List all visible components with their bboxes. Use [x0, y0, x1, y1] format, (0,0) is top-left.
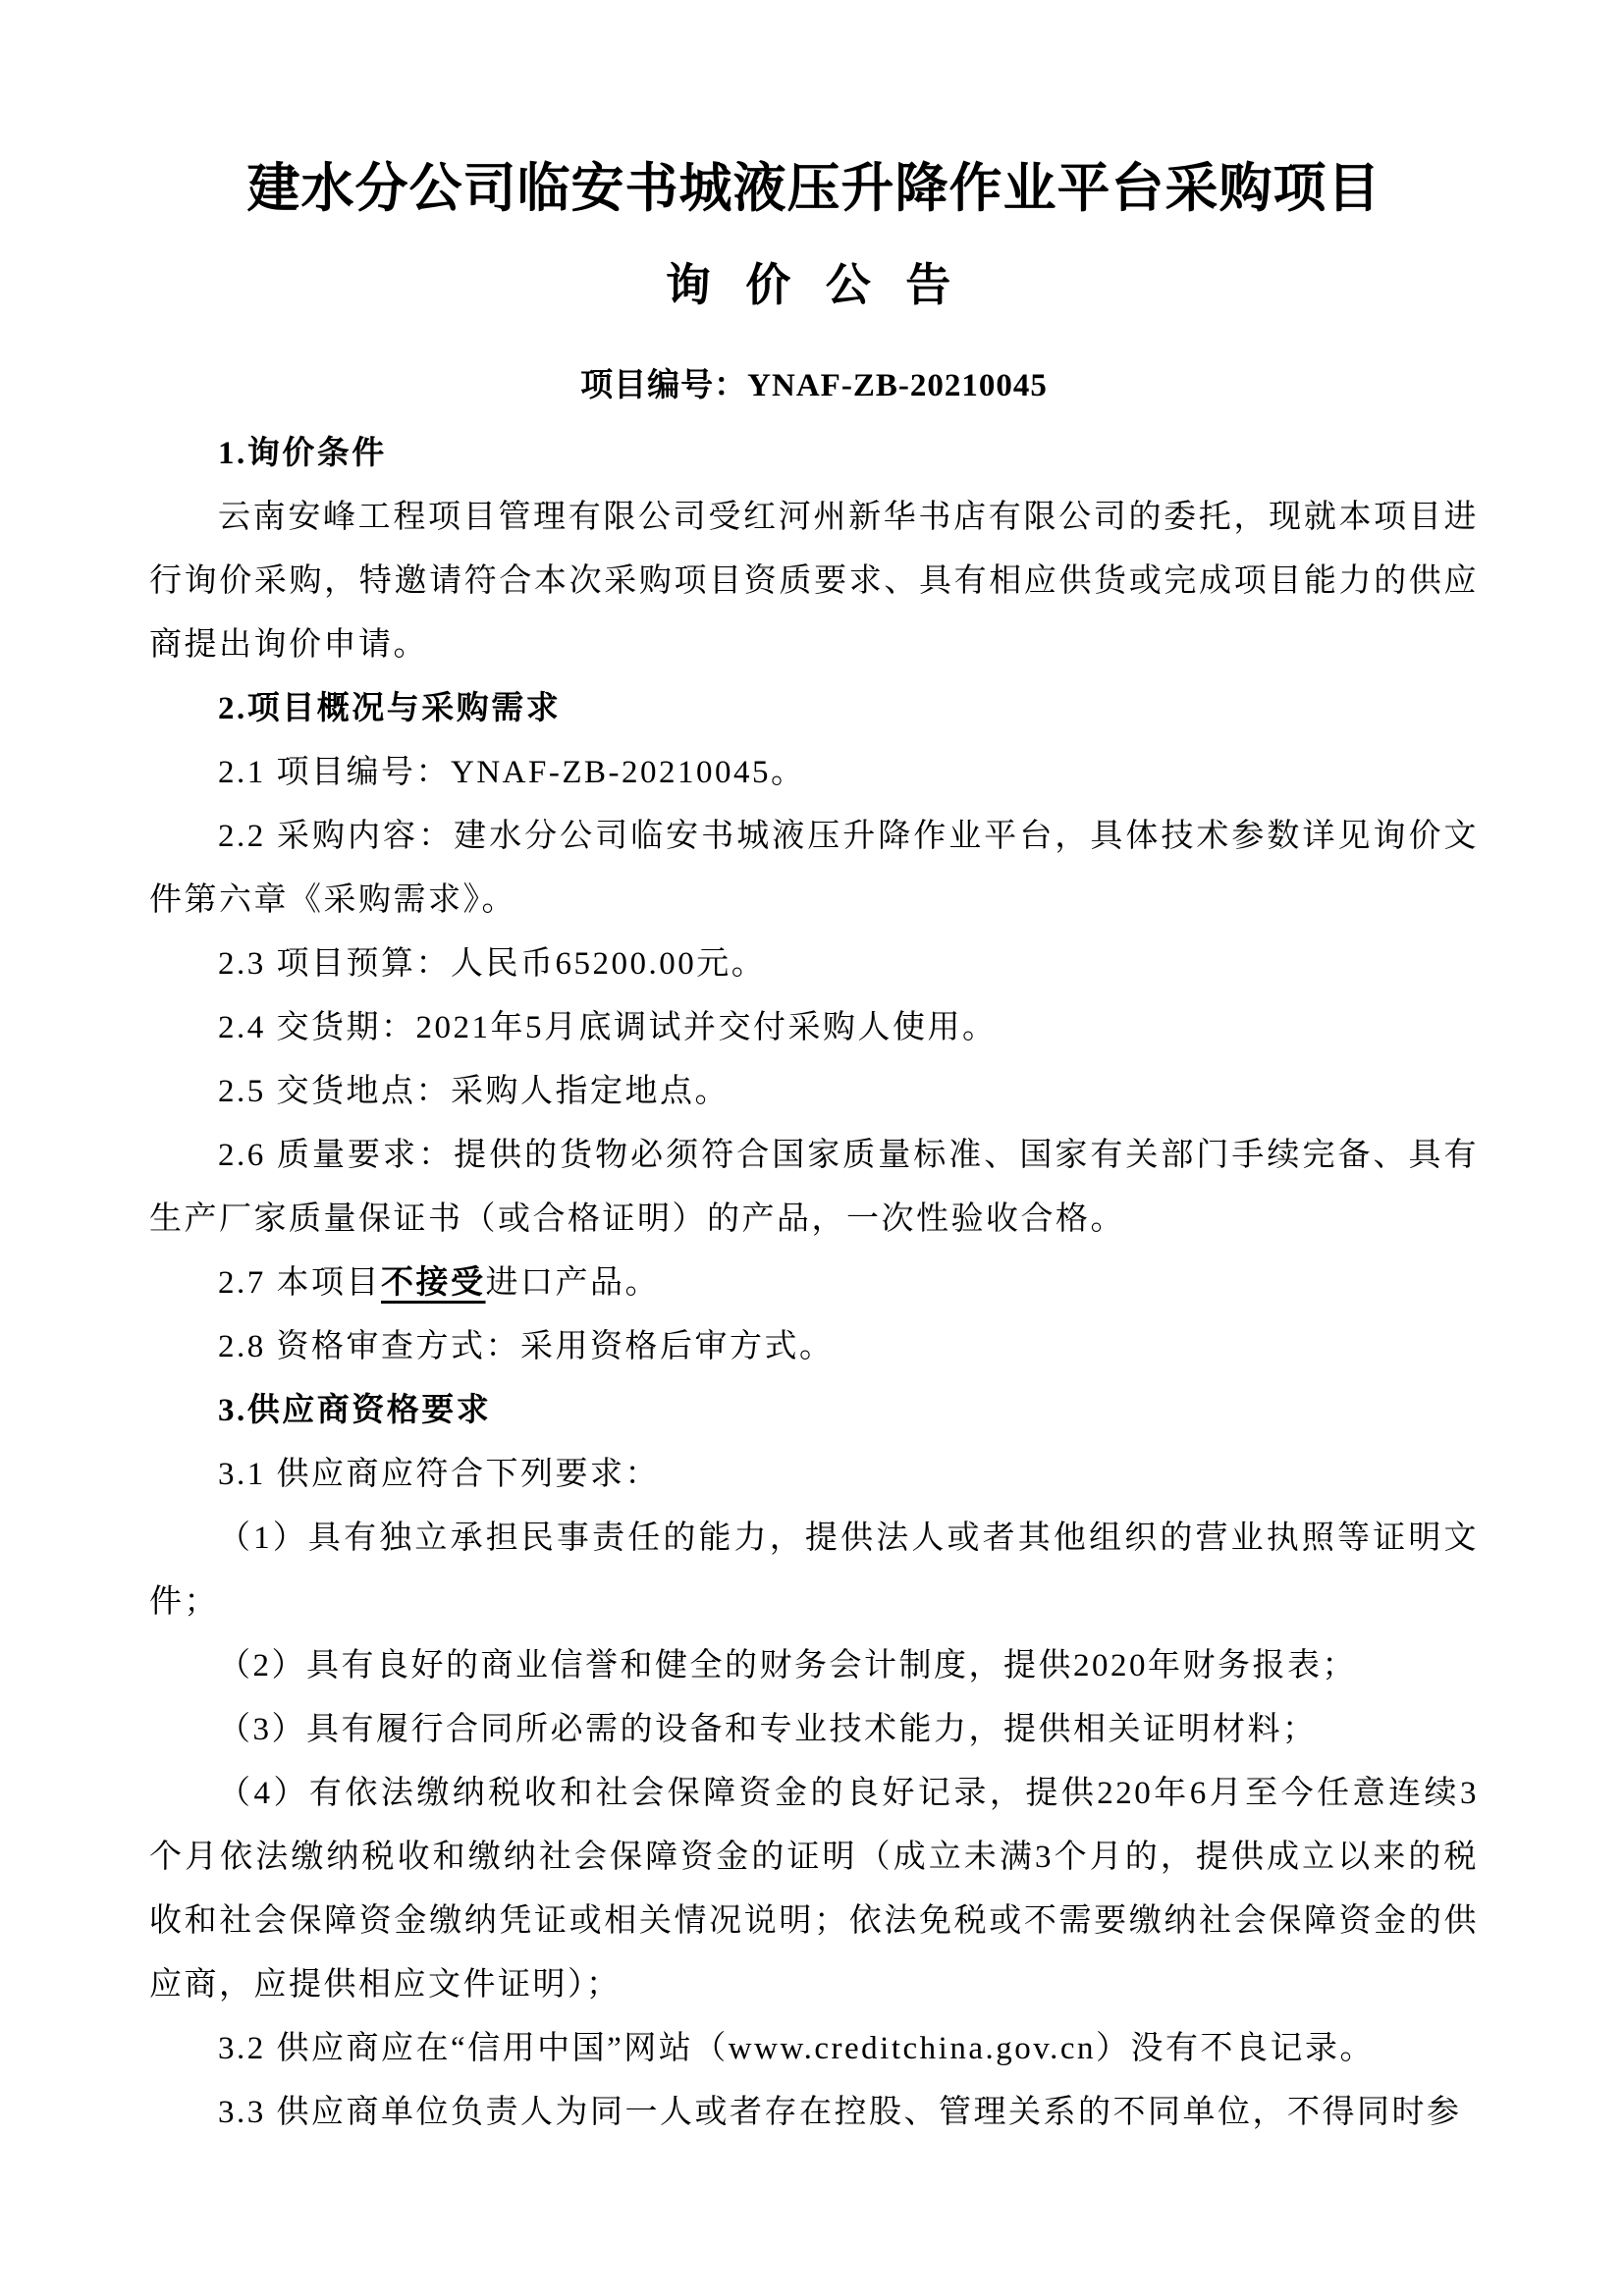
item-3-1: 3.1 供应商应符合下列要求：	[218, 1457, 660, 1492]
section-3-heading: 3.供应商资格要求	[218, 1393, 492, 1428]
item-2-7-prefix: 2.7 本项目	[218, 1265, 381, 1301]
item-2-3: 2.3 项目预算：人民币65200.00元。	[218, 946, 767, 982]
item-2-7-emphasis: 不接受	[381, 1265, 486, 1301]
item-3-3: 3.3 供应商单位负责人为同一人或者存在控股、管理关系的不同单位，不得同时参	[218, 2095, 1462, 2130]
item-2-7	[149, 1252, 1479, 1315]
item-3-1-sub3: （3）具有履行合同所必需的设备和专业技术能力，提供相关证明材料；	[218, 1712, 1318, 1747]
item-3-1-sub2: （2）具有良好的商业信誉和健全的财务会计制度，提供2020年财务报表；	[218, 1648, 1357, 1683]
item-3-2: 3.2 供应商应在“信用中国”网站（www.creditchina.gov.cn）没有不良记录。	[218, 2031, 1375, 2066]
document-title: 建水分公司临安书城液压升降作业平台采购项目	[246, 159, 1381, 218]
section-1-paragraph: 云南安峰工程项目管理有限公司受红河州新华书店有限公司的委托，现就本项目进行询价采购，特邀请符合本次采购项目资质要求、具有相应供货或完成项目能力的供应商提出询价申请。	[149, 500, 1479, 663]
item-2-5: 2.5 交货地点：采购人指定地点。	[218, 1074, 730, 1109]
item-2-4: 2.4 交货期：2021年5月底调试并交付采购人使用。	[218, 1010, 998, 1045]
item-2-7-suffix: 进口产品。	[485, 1265, 660, 1301]
section-1-heading: 1.询价条件	[218, 436, 387, 471]
section-2-heading: 2.项目概况与采购需求	[218, 691, 562, 726]
document-body	[149, 422, 1479, 2145]
item-2-1: 2.1 项目编号：YNAF-ZB-20210045。	[218, 755, 806, 790]
item-3-1-sub4: （4）有依法缴纳税收和社会保障资金的良好记录，提供220年6月至今任意连续3个月依法缴纳税收和缴纳社会保障资金的证明（成立未满3个月的，提供成立以来的税收和社会保障资金缴纳凭证或相关情况说明；依法免税或不需要缴纳社会保障资金的供应商，应提供相应文件证明）；	[149, 1776, 1479, 2002]
item-2-8: 2.8 资格审查方式：采用资格后审方式。	[218, 1329, 835, 1364]
item-2-2: 2.2 采购内容：建水分公司临安书城液压升降作业平台，具体技术参数详见询价文件第六章《采购需求》。	[149, 819, 1479, 918]
document-subtitle: 询 价 公 告	[665, 260, 963, 310]
item-2-6: 2.6 质量要求：提供的货物必须符合国家质量标准、国家有关部门手续完备、具有生产厂家质量保证书（或合格证明）的产品，一次性验收合格。	[149, 1138, 1479, 1237]
item-3-1-sub1: （1）具有独立承担民事责任的能力，提供法人或者其他组织的营业执照等证明文件；	[149, 1521, 1479, 1620]
project-number-line: 项目编号：YNAF-ZB-20210045	[580, 368, 1048, 403]
